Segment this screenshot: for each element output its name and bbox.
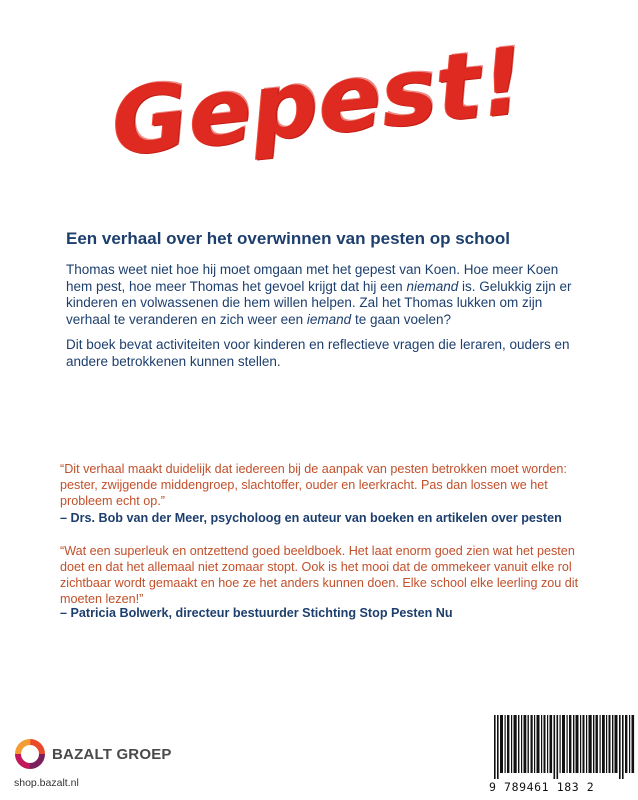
publisher-name: BAZALT GROEP [52,745,172,763]
publisher-shop-link[interactable]: shop.bazalt.nl [14,777,79,789]
publisher-logo [14,738,172,770]
review-attribution-2: – Patricia Bolwerk, directeur bestuurder Stichting Stop Pesten Nu [60,606,453,620]
review-quote-1: “Dit verhaal maakt duidelijk dat iedereen bij de aanpak van pesten betrokken moet worden: pester, zwijgende middengroep, slachtoffer, ouder en leerkracht. Pas dan lossen we het probleem echt op.” [60,462,567,508]
blurb-text: te gaan voelen? [351,311,452,327]
blurb-text: is. Gelukkig zijn er kinderen en volwassenen die hem willen helpen. Zal het Thomas lukken om zijn verhaal te veranderen en zich weer een [66,278,572,327]
barcode-icon [491,715,636,779]
review-quote-2: “Wat een superleuk en ontzettend goed beeldboek. Het laat enorm goed zien wat het pesten doet en dat het allemaal niet zomaar stopt. Ook is het mooi dat de ommekeer vanuit elke rol zichtbaar wordt gemaakt en hoe ze het anders kunnen doen. Elke school elke leerling zou dit moeten lezen!” [60,544,579,606]
blurb-text: Thomas weet niet hoe hij moet omgaan met het gepest van Koen. Hoe meer Koen hem pest, hoe meer Thomas het gevoel krijgt dat hij een [66,262,559,294]
blurb-paragraph-1 [66,262,586,328]
isbn-digits: 9 789461 183 2 [489,780,595,794]
cover-subtitle: Een verhaal over het overwinnen van pesten op school [66,229,511,248]
bazalt-ring-logo-icon [14,738,46,770]
blurb-paragraph-2: Dit boek bevat activiteiten voor kinderen en reflectieve vragen die leraren, ouders en andere betrokkenen kunnen stellen. [66,337,570,369]
review-attribution-1: – Drs. Bob van der Meer, psycholoog en auteur van boeken en artikelen over pesten [60,511,562,525]
isbn-barcode [487,711,638,800]
blurb-emphasis-niemand: niemand [406,278,459,294]
cover-title: Gepest! [106,27,530,177]
blurb-emphasis-iemand: iemand [306,311,352,327]
